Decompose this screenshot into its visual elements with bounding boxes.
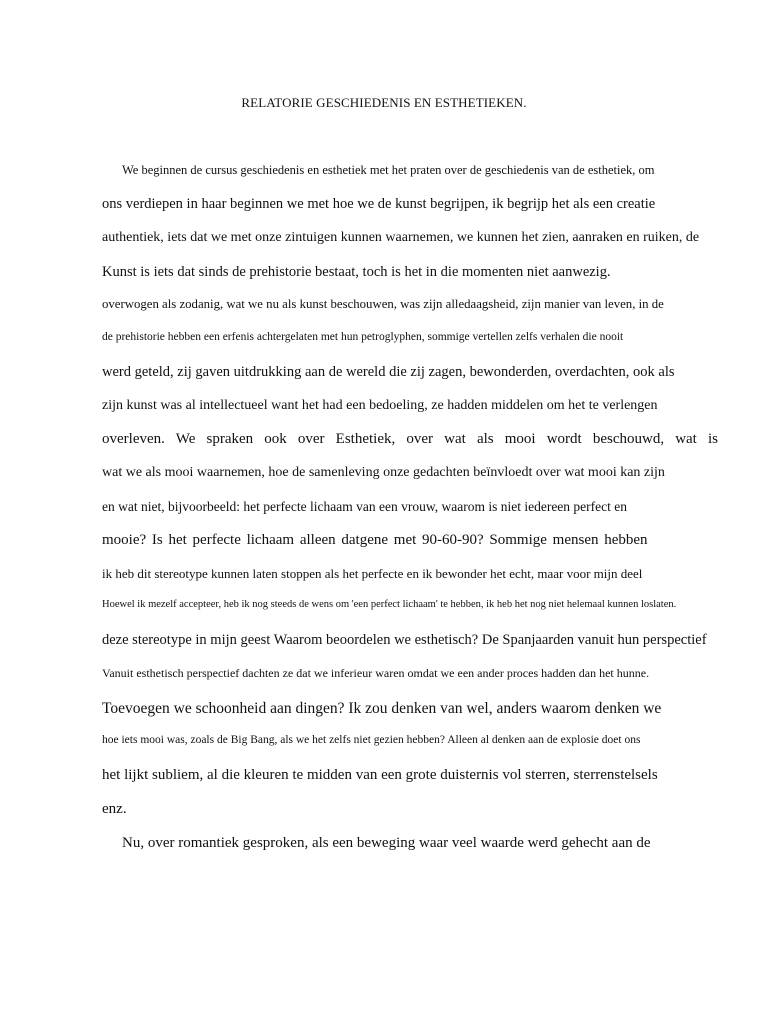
text-line: authentiek, iets dat we met onze zintuigen kunnen waarnemen, we kunnen het zien, aanraken en ruiken, de [102,230,700,245]
text-line: wat we als mooi waarnemen, hoe de samenleving onze gedachten beïnvloedt over wat mooi kan zijn [102,465,665,480]
text-line: ik heb dit stereotype kunnen laten stoppen als het perfecte en ik bewonder het echt, maar voor mijn deel [102,566,643,581]
text-line: de prehistorie hebben een erfenis achtergelaten met hun petroglyphen, sommige vertellen zelfs verhalen die nooit [102,331,624,343]
text-line: overwogen als zodanig, wat we nu als kunst beschouwen, was zijn alledaagsheid, zijn manier van leven, in de [102,297,664,311]
text-line: enz. [102,801,127,817]
text-line: Kunst is iets dat sinds de prehistorie bestaat, toch is het in die momenten niet aanwezig. [102,264,611,280]
text-line: Vanuit esthetisch perspectief dachten ze dat we inferieur waren omdat we een ander proces hadden dan het hunne. [102,666,650,680]
text-line: We beginnen de cursus geschiedenis en esthetiek met het praten over de geschiedenis van de esthetiek, om [122,163,655,177]
text-line: hoe iets mooi was, zoals de Big Bang, als we het zelfs niet gezien hebben? Alleen al denken aan de explosie doet ons [102,734,641,746]
document-title: RELATORIE GESCHIEDENIS EN ESTHETIEKEN. [241,95,527,110]
text-line: Nu, over romantiek gesproken, als een beweging waar veel waarde werd gehecht aan de [122,835,651,851]
text-line: mooie? Is het perfecte lichaam alleen datgene met 90-60-90? Sommige mensen hebben [102,532,648,548]
text-line: en wat niet, bijvoorbeeld: het perfecte lichaam van een vrouw, waarom is niet iedereen perfect en [102,499,628,514]
text-line: ons verdiepen in haar beginnen we met hoe we de kunst begrijpen, ik begrijp het als een creatie [102,196,656,212]
text-line: Hoewel ik mezelf accepteer, heb ik nog steeds de wens om 'een perfect lichaam' te hebben, ik heb het nog niet helemaal kunnen loslaten. [102,599,677,610]
text-line: overleven. We spraken ook over Esthetiek, over wat als mooi wordt beschouwd, wat is [102,431,718,447]
text-line: het lijkt subliem, al die kleuren te midden van een grote duisternis vol sterren, sterrenstelsels [102,767,658,783]
text-line: zijn kunst was al intellectueel want het had een bedoeling, ze hadden middelen om het te verlengen [102,398,658,413]
text-line: werd geteld, zij gaven uitdrukking aan de wereld die zij zagen, bewonderden, overdachten, ook als [102,364,675,380]
text-line: deze stereotype in mijn geest Waarom beoordelen we esthetisch? De Spanjaarden vanuit hun perspectief [102,632,707,648]
text-line: Toevoegen we schoonheid aan dingen? Ik zou denken van wel, anders waarom denken we [102,700,662,717]
